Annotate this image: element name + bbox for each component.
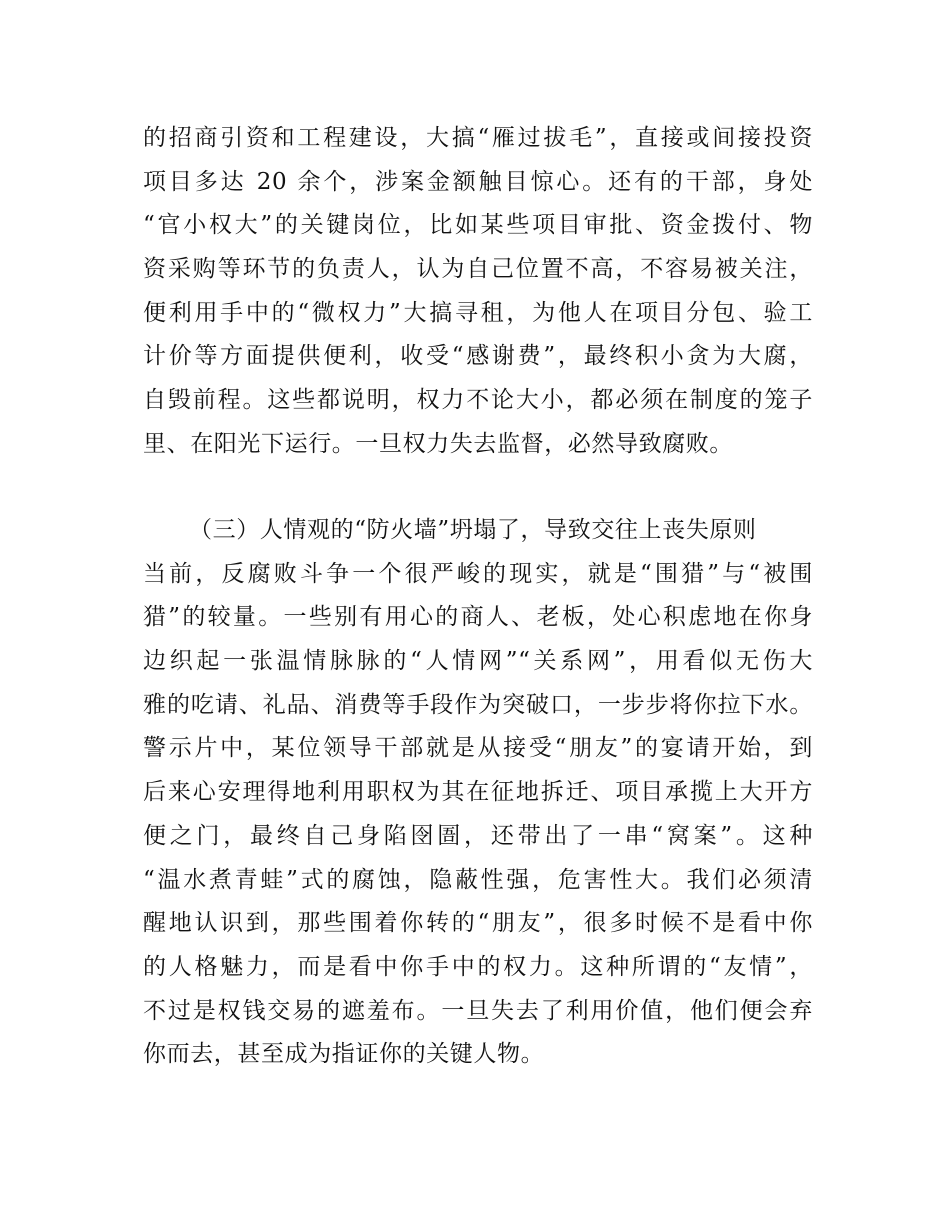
paragraph-2 [143,509,813,1077]
text-line: 猎”的较量。一些别有用心的商人、老板，处心积虑地在你身 [143,604,813,631]
text-line: 项目多达 20 余个，涉案金额触目惊心。还有的干部，身处 [143,168,813,195]
text-line: 雅的吃请、礼品、消费等手段作为突破口，一步步将你拉下水。 [143,691,813,718]
text-line: 计价等方面提供便利，收受“感谢费”，最终积小贪为大腐， [143,343,813,370]
paragraph-1 [143,117,813,467]
text-line: “温水煮青蛙”式的腐蚀，隐蔽性强，危害性大。我们必须清 [143,866,813,893]
text-line: 你而去，甚至成为指证你的关键人物。 [143,1041,545,1068]
text-line: 里、在阳光下运行。一旦权力失去监督，必然导致腐败。 [143,430,733,457]
text-line: 便利用手中的“微权力”大搞寻租，为他人在项目分包、验工 [143,299,813,326]
text-line: 当前，反腐败斗争一个很严峻的现实，就是“围猎”与“被围 [143,560,813,587]
section-heading: （三）人情观的“防火墙”坍塌了，导致交往上丧失原则 [189,517,757,543]
text-line: 的人格魅力，而是看中你手中的权力。这种所谓的“友情”， [143,953,813,980]
text-line: 不过是权钱交易的遮羞布。一旦失去了利用价值，他们便会弃 [143,997,813,1024]
text-line: 后来心安理得地利用职权为其在征地拆迁、项目承揽上大开方 [143,779,813,806]
text-line: 边织起一张温情脉脉的“人情网”“关系网”，用看似无伤大 [143,648,813,675]
text-line: 醒地认识到，那些围着你转的“朋友”，很多时候不是看中你 [143,910,813,937]
text-line: 便之门，最终自己身陷囹圄，还带出了一串“窝案”。这种 [143,822,813,849]
text-line: 自毁前程。这些都说明，权力不论大小，都必须在制度的笼子 [143,387,813,414]
text-line: 的招商引资和工程建设，大搞“雁过拔毛”，直接或间接投资 [143,125,813,151]
text-line: 资采购等环节的负责人，认为自己位置不高，不容易被关注， [143,256,813,283]
text-line: 警示片中，某位领导干部就是从接受“朋友”的宴请开始，到 [143,735,813,762]
text-line: “官小权大”的关键岗位，比如某些项目审批、资金拨付、物 [143,212,813,239]
